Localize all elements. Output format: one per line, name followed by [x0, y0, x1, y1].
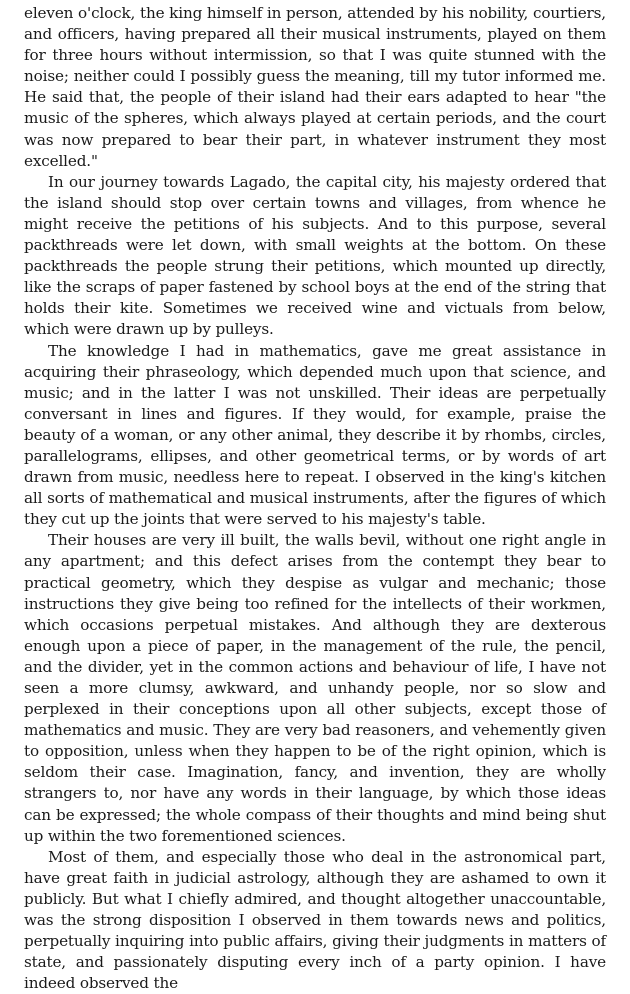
paragraph-mathematics: The knowledge I had in mathematics, gave me great assistance in acquiring their phraseology, which depended much upon that science, and music; and in the latter I was not unskilled. Their ideas are perpetually conversant in lines and figures. If they would, for example, praise the beauty of a woman, or any other animal, they describe it by rhombs, circles, parallelograms, ellipses, and other geometrical terms, or by words of art drawn from music, needless here to repeat. I observed in the king's kitchen all sorts of mathematical and musical instruments, after the figures of which they cut up the joints that were served to his majesty's table. — [24, 341, 606, 529]
paragraph-astrology: Most of them, and especially those who deal in the astronomical part, have great faith in judicial astrology, although they are ashamed to own it publicly. But what I chiefly admired, and thought altogether unaccountable, was the strong disposition I observed in them towards news and politics, perpetually inquiring into public affairs, giving their judgments in matters of state, and passionately disputing every inch of a party opinion. I have indeed observed the — [24, 847, 606, 993]
paragraph-continued: eleven o'clock, the king himself in person, attended by his nobility, courtiers, and officers, having prepared all their musical instruments, played on them for three hours without intermission, so that I was quite stunned with the noise; neither could I possibly guess the meaning, till my tutor informed me. He said that, the people of their island had their ears adapted to hear "the music of the spheres, which always played at certain periods, and the court was now prepared to bear their part, in whatever instrument they most excelled." — [24, 4, 606, 170]
paragraph-journey-lagado: In our journey towards Lagado, the capital city, his majesty ordered that the island should stop over certain towns and villages, from whence he might receive the petitions of his subjects. And to this purpose, several packthreads were let down, with small weights at the bottom. On these packthreads the people strung their petitions, which mounted up directly, like the scraps of paper fastened by school boys at the end of the string that holds their kite. Sometimes we received wine and victuals from below, which were drawn up by pulleys. — [24, 172, 606, 339]
paragraph-houses: Their houses are very ill built, the walls bevil, without one right angle in any apartment; and this defect arises from the contempt they bear to practical geometry, which they despise as vulgar and mechanic; those instructions they give being too refined for the intellects of their workmen, which occasions perpetual mistakes. And although they are dexterous enough upon a piece of paper, in the management of the rule, the pencil, and the divider, yet in the common actions and behaviour of life, I have not seen a more clumsy, awkward, and unhandy people, nor so slow and perplexed in their conceptions upon all other subjects, except those of mathematics and music. They are very bad reasoners, and vehemently given to opposition, unless when they happen to be of the right opinion, which is seldom their case. Imagination, fancy, and invention, they are wholly strangers to, nor have any words in their language, by which those ideas can be expressed; the whole compass of their thoughts and mind being shut up within the two forementioned sciences. — [24, 531, 606, 845]
book-page — [24, 3, 606, 994]
